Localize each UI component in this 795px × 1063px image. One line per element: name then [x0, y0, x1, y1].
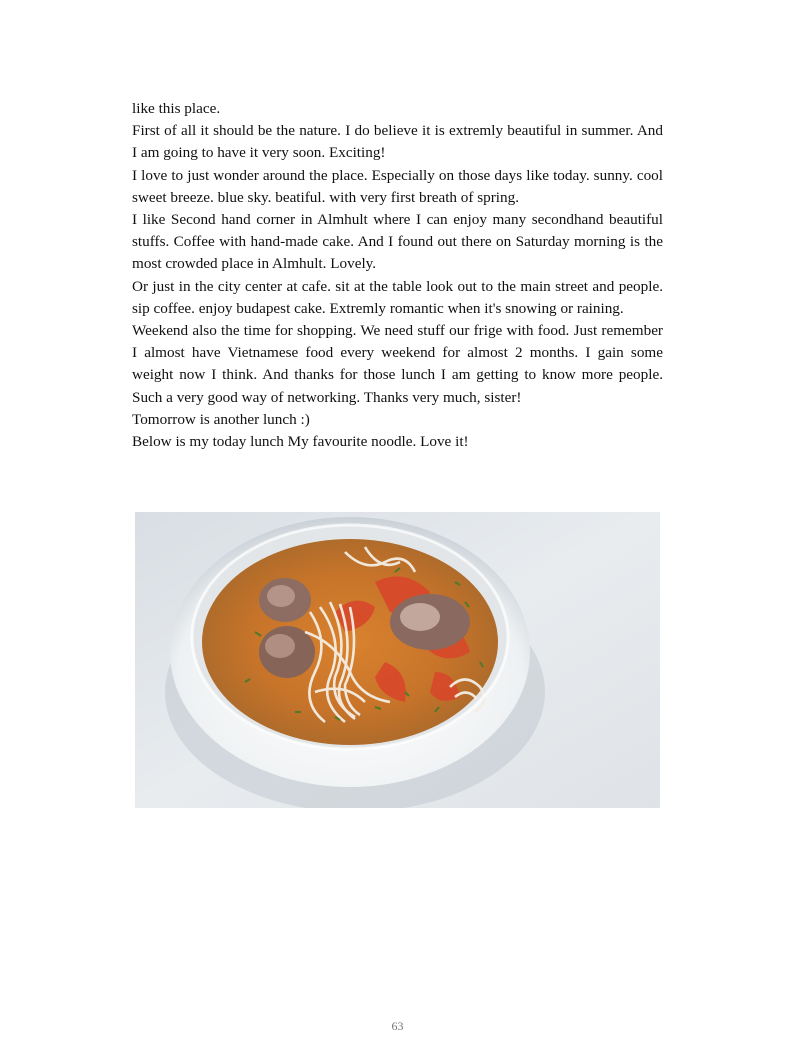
- paragraph-3: I love to just wonder around the place. Especially on those days like today. sunny. cool sweet breeze. blue sky. beatiful. with very first breath of spring.: [132, 166, 663, 206]
- paragraph-6: Weekend also the time for shopping. We need stuff our frige with food. Just remember I almost have Vietnamese food every weekend for almost 2 months. I gain some weight now I think. And thanks for those lunch I am getting to know more people. Such a very good way of networking. Thanks very much, sister!: [132, 322, 663, 406]
- paragraph-1: like this place.: [132, 100, 221, 117]
- paragraph-4: I like Second hand corner in Almhult where I can enjoy many secondhand beautiful stuffs. Coffee with hand-made cake. And I found out there on Saturday morning is the most crowded place in Almhult. Lovely.: [132, 211, 663, 273]
- page-number: 63: [391, 1019, 404, 1033]
- paragraph-5: Or just in the city center at cafe. sit at the table look out to the main street and people. sip coffee. enjoy budapest cake. Extremly romantic when it's snowing or raining.: [132, 277, 663, 317]
- paragraph-8: Below is my today lunch My favourite noodle. Love it!: [132, 433, 469, 451]
- body-text: [132, 98, 663, 453]
- paragraph-2: First of all it should be the nature. I do believe it is extremly beautiful in summer. And I am going to have it very soon. Exciting!: [132, 122, 663, 162]
- paragraph-7: Tomorrow is another lunch :): [132, 410, 310, 428]
- noodle-soup-photo: [135, 512, 660, 808]
